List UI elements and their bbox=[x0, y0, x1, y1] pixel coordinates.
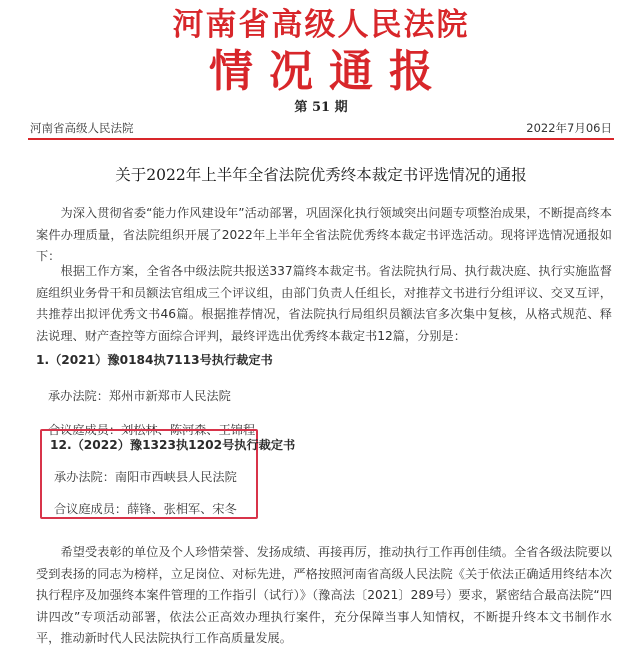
case-12-court: 承办法院：南阳市西峡县人民法院 bbox=[54, 470, 237, 484]
issue-number: 第 51 期 bbox=[294, 100, 348, 115]
intro-paragraph bbox=[36, 203, 612, 268]
closing-paragraph-text: 希望受表彰的单位及个人珍惜荣誉、发扬成绩、再接再厉，推动执行工作再创佳绩。全省各级法院要以受到表扬的同志为榜样，立足岗位、对标先进，严格按照河南省高级人民法院《关于依法正确适用终结本次执行程序及加强终本案件管理的工作指引（试行）》（豫高法〔2021〕289号）要求，紧密结合最高法院“四讲四改”专项活动部署，依法公正高效办理执行案件，充分保障当事人知情权，不断提升终本文书制作水平，推动新时代人民法院执行工作高质量发展。 bbox=[36, 545, 612, 645]
intro-paragraph-text: 为深入贯彻省委“能力作风建设年”活动部署，巩固深化执行领域突出问题专项整治成果，不断提高终本案件办理质量，省法院组织开展了2022年上半年全省法院优秀终本裁定书评选活动。现将评选情况通报如下： bbox=[36, 206, 612, 263]
closing-paragraph bbox=[36, 542, 612, 650]
process-paragraph-text: 根据工作方案，全省各中级法院共报送337篇终本裁定书。省法院执行局、执行裁决庭、执行实施监督庭组织业务骨干和员额法官组成三个评议组，由部门负责人任组长，对推荐文书进行分组评议、交叉互评，共推荐出拟评优秀文书46篇。根据推荐情况，省法院执行局组织员额法官多次集中复核，从格式规范、释法说理、财产查控等方面综合评判，最终评选出优秀终本裁定书12篇，分别是： bbox=[36, 264, 612, 343]
issue-date: 2022年7月06日 bbox=[526, 121, 612, 135]
case-1-panel: 合议庭成员：刘松林、陈河森、王锦程 bbox=[48, 423, 256, 437]
case-12-heading: 12.（2022）豫1323执1202号执行裁定书 bbox=[50, 438, 296, 452]
case-1-court: 承办法院：郑州市新郑市人民法院 bbox=[48, 389, 231, 403]
issuer-name: 河南省高级人民法院 bbox=[30, 121, 134, 135]
court-name-masthead: 河南省高级人民法院 bbox=[172, 7, 470, 43]
issuer-date-row bbox=[30, 120, 612, 136]
case-12-panel: 合议庭成员：薛锋、张相军、宋冬 bbox=[54, 502, 237, 516]
case-1-heading: 1.（2021）豫0184执7113号执行裁定书 bbox=[36, 353, 273, 367]
document-title: 关于2022年上半年全省法院优秀终本裁定书评选情况的通报 bbox=[115, 166, 527, 184]
process-paragraph bbox=[36, 261, 612, 347]
header-divider bbox=[28, 138, 614, 140]
bulletin-title-masthead: 情况通报 bbox=[209, 46, 449, 97]
